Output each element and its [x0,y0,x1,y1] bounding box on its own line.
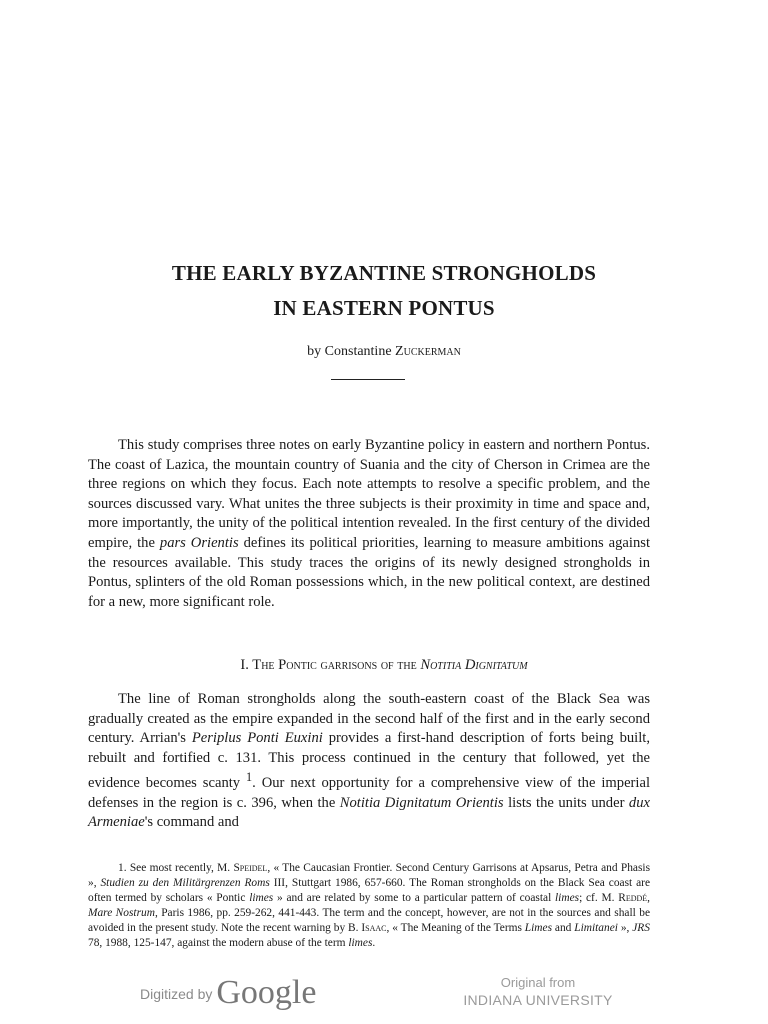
body-text-5: 's command and [144,814,239,831]
section-text: The Pontic garrisons of the [252,657,421,673]
body-italic-3: dux Armeniae [88,794,650,831]
fn-author-redde: Reddé [618,892,648,905]
fn-text-k: . [372,937,376,950]
digitized-by-watermark [140,974,316,1012]
fn-text-d: » and are related by some to a particular pattern of coastal [273,892,556,905]
fn-text-i: », [617,922,633,935]
google-logo: Google [216,974,317,1011]
fn-italic-h2: Limitanei [574,922,618,935]
fn-text-a: 1. See most recently, M. [118,862,234,874]
fn-text-f: , [647,892,651,905]
digitized-by-text: Digitized by [140,986,213,1002]
article-title [0,256,768,326]
fn-italic-c: limes [249,892,274,905]
title-line-2: IN EASTERN PONTUS [273,296,495,320]
body-paragraph [88,690,650,833]
fn-text-e: ; cf. M. [579,892,619,905]
fn-italic-h1: Limes [524,922,553,935]
abstract-text-2: defines its political priorities, learning to measure ambitions against the resources available. This study traces the origins of its newly designed strongholds in Pontus, splinters of the old Roman possessions which, in the new political context, are destined for a new, more significant role. [88,534,650,610]
original-from-watermark [463,974,613,1009]
abstract-text-1: This study comprises three notes on early Byzantine policy in eastern and northern Pontus. The coast of Lazica, the mountain country of Suania and the city of Cherson in Crimea are the three regions on which they focus. Each note attempts to resolve a specific problem, and the sources discussed vary. What unites the three subjects is their proximity in time and space and, more importantly, the unity of the political intention revealed. In the first century of the divided empire, the [88,437,650,551]
author-byline [0,344,768,360]
title-line-1: THE EARLY BYZANTINE STRONGHOLDS [171,261,597,285]
fn-italic-f: Mare Nostrum [88,907,155,920]
body-italic-1: Periplus Ponti Euxini [191,730,323,747]
fn-author-isaac: Isaac [361,922,387,935]
university-name: INDIANA UNIVERSITY [463,992,613,1008]
original-from-text: Original from [500,975,576,990]
body-text-3: . Our next opportunity for a comprehensive view of the imperial defenses in the region is c. 396, when the [88,775,650,811]
section-number: I. [240,657,253,673]
body-text-1: The line of Roman strongholds along the south-eastern coast of the Black Sea was gradually created as the empire expanded in the second half of the first and in the early second century. Arrian's [88,691,650,747]
fn-italic-d: limes [555,892,580,905]
fn-text-h: , « The Meaning of the Terms [386,922,525,935]
footnote-marker: 1 [246,770,253,785]
author-surname: Zuckerman [395,344,461,359]
fn-author-speidel: Speidel [233,862,268,874]
footnote-1 [88,861,650,952]
fn-italic-j: limes [348,937,373,950]
fn-text-c: III, Stuttgart 1986, 657-660. The Roman strongholds on the Black Sea coast are often termed by scholars « Pontic [88,877,651,905]
fn-text-b: , « The Caucasian Frontier. Second Century Garrisons at Apsarus, Petra and Phasis », [88,862,650,890]
section-heading [0,657,768,674]
abstract-paragraph [88,436,650,612]
fn-text-g: , Paris 1986, pp. 259-262, 441-443. The term and the concept, however, are not in the sources and shall be avoided in the present study. Note the recent warning by B. [88,907,651,935]
body-italic-2: Notitia Dignitatum Orientis [339,794,504,811]
body-text-4: lists the units under [503,794,629,811]
fn-italic-b: Studien zu den Militärgrenzen Roms [100,877,270,890]
section-italic: Notitia Dignitatum [420,657,528,673]
byline-prefix: by Constantine [307,344,396,359]
body-text-2: provides a first-hand description of forts being built, rebuilt and fortified c. 131. This process continued in the century that followed, yet the evidence becomes scanty [88,730,650,792]
fn-italic-i: JRS [632,922,650,935]
fn-text-h2: and [552,922,575,935]
title-divider [331,379,405,380]
fn-text-j: 78, 1988, 125-147, against the modern abuse of the term [88,937,349,950]
abstract-italic-1: pars Orientis [159,534,239,551]
